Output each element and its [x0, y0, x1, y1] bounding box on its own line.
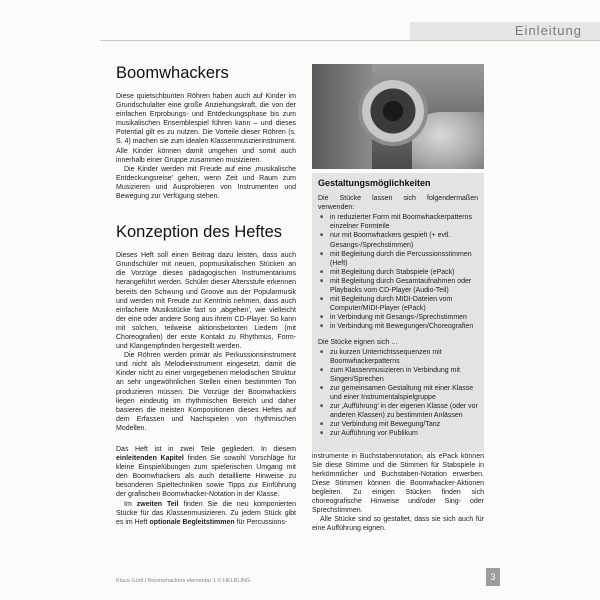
- list-item: ■ zur Verbindung mit Bewegung/Tanz: [318, 420, 478, 429]
- right-column: [312, 64, 484, 533]
- list-item: ■ zu kurzen Unterrichtssequenzen mit Boomwhackerpatterns: [318, 348, 478, 366]
- heading-konzeption: Konzeption des Heftes: [116, 223, 283, 242]
- paragraph: Diese quietschbunten Röhren haben auch auf Kinder im Grundschulalter eine große Anziehungskraft, die von der einfachen Erprobungs- und Entdeckungsphase bis zum musikalischen Ensemblespiel führen kann – und dieses Potential gilt es zu nutzen. Die Vorteile dieser Röhren (s. S. 4) machen sie zum idealen Klassenmusizierinstrument. Alle Kinder können damit umgehen und somit auch innerhalb einer Gruppe zusammen musizieren.: [116, 93, 296, 164]
- list-item: ■ mit Begleitung durch Gesamtaufnahmen oder Playbacks vom CD-Player (Audio-Teil): [318, 277, 478, 295]
- paragraph: Alle Stücke sind so gestaltet, dass sie sich auch für eine Aufführung eignen.: [312, 516, 484, 533]
- list-item: ■ zum Klassenmusizieren in Verbindung mit Singen/Sprechen: [318, 366, 478, 384]
- list-item: ■ zur gemeinsamen Gestaltung mit einer Klasse und einer Instrumentalspielgruppe: [318, 384, 478, 402]
- list-item: ■ in Verbindung mit Bewegungen/Choreografien: [318, 322, 478, 331]
- paragraph: Das Heft ist in zwei Teile gegliedert. In diesem einleitenden Kapitel finden Sie sowohl Vorschläge für kleine Einspielübungen zum spielerischen Umgang mit den Boomwhackers als auch detaillierte Hinweise zu besonderen Spieltechniken sowie Tipps zur Einführung der grafischen Boomwhacker-Notation in der Klasse.: [116, 446, 296, 499]
- usage-list: [318, 213, 478, 331]
- page-number: 3: [486, 568, 500, 586]
- paragraph: Die Röhren werden primär als Perkussionsinstrument und nicht als Melodieinstrument eingesetzt, damit die Kinder nicht zu einer vorgegebenen melodischen Struktur an sehr ungewöhnlichen Stellen einen bestimmten Ton produzieren müssen. Die Vorzüge der Boomwhackers liegen eindeutig im rhythmischen Bereich und daher basieren die meisten Kompositionen dieses Heftes auf dem Erfassen und Nachspielen von rhythmischen Modellen.: [116, 352, 296, 432]
- left-column: [116, 64, 296, 527]
- info-box: [312, 173, 484, 452]
- list-item: ■ nur mit Boomwhackers gespielt (+ evtl. Gesangs-/Sprechstimmen): [318, 231, 478, 249]
- suitability-list: [318, 348, 478, 439]
- list-item: ■ zur Aufführung vor Publikum: [318, 429, 478, 438]
- paragraph: Im zweiten Teil finden Sie die neu komponierten Stücke für das Klassenmusizieren. Zu jedem Stück gibt es im Heft optionale Begleitstimmen für Percussions-: [116, 500, 296, 526]
- paragraph: Die Kinder werden mit Freude auf eine ‚musikalische Entdeckungsreise' gehen, wenn Zeit und Raum zum Musizieren und Ausprobieren von Instrumenten und Bewegung zur Verfügung stehen.: [116, 165, 296, 201]
- info-box-intro: Die Stücke lassen sich folgendermaßen verwenden:: [318, 195, 478, 212]
- paragraph: Dieses Heft soll einen Beitrag dazu leisten, dass auch Grundschüler mit neuen, popmusikalischen Stücken an die Vorzüge dieses pädagogischen Instrumentariums herangeführt werden. Schüler dieser Altersstufe erkennen bereits den Schwung und Groove aus der Popularmusik und werden mit Freude zur Kenntnis nehmen, dass auch einfachere Musikstücke fast so ‚abgehen', wie vielleicht der eine oder andere Song aus ihrem CD-Player. So kann mit solchen, teilweise aktionsbetonten Liedern (mit Choreografien) der erste Kontakt zu Rhythmus, Form- und Klangempfinden hergestellt werden.: [116, 252, 296, 351]
- paragraph: instrumente in Buchstabennotation, als ePack können Sie diese Stimme und die Stimmen für Stabspiele in herkömmlicher und Buchstaben-Notation erwerben. Diese Stimmen können die Boomwhacker-Aktionen begleiten. Zu einigen Stücken finden sich choreografische Hinweise und/oder Sing- oder Sprechstimmen.: [312, 452, 484, 515]
- info-box-intro: Die Stücke eignen sich …: [318, 338, 399, 346]
- list-item: ■ mit Begleitung durch Stabspiele (ePack): [318, 268, 478, 277]
- header-rule: [100, 40, 600, 41]
- chapter-title: Einleitung: [514, 23, 582, 38]
- list-item: ■ in reduzierter Form mit Boomwhackerpatterns einzelner Formteile: [318, 213, 478, 231]
- boomwhacker-photo: [312, 64, 484, 169]
- list-item: ■ in Verbindung mit Gesangs-/Sprechstimmen: [318, 313, 478, 322]
- footer-credit: Klaus Gürtl | Boomwhackers elementar 1 © HELBLING: [116, 578, 251, 584]
- info-box-title: Gestaltungsmöglichkeiten: [318, 178, 431, 188]
- list-item: ■ mit Begleitung durch die Percussionsstimmen (Heft): [318, 250, 478, 268]
- heading-boomwhackers: Boomwhackers: [116, 64, 229, 82]
- list-item: ■ mit Begleitung durch MIDI-Dateien vom Computer/MIDI-Player (ePack): [318, 295, 478, 313]
- list-item: ■ zur ‚Aufführung' in der eigenen Klasse (oder vor anderen Klassen) zu bestimmten Anlässen: [318, 402, 478, 420]
